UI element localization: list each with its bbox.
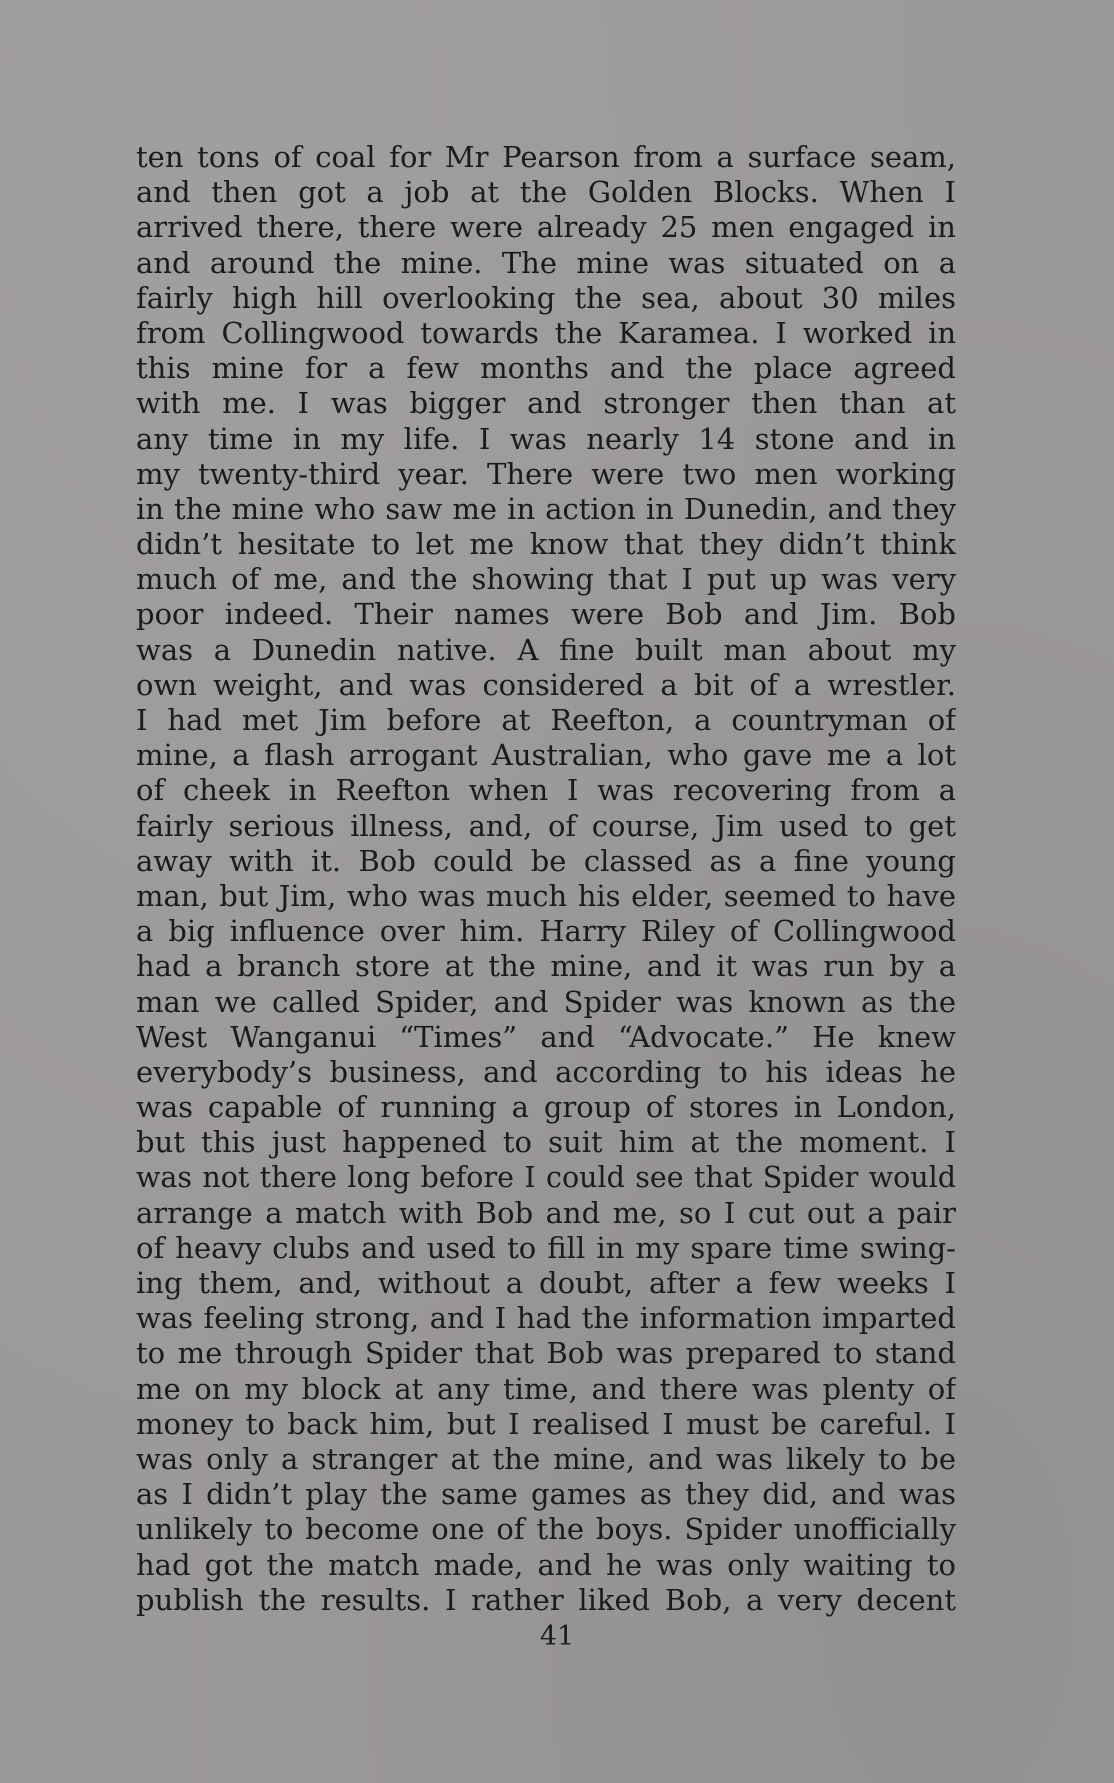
text-line: and around the mine. The mine was situated on a [136,245,956,280]
text-line: this mine for a few months and the place agreed [136,351,956,386]
text-line: but this just happened to suit him at the moment. I [136,1125,956,1160]
text-line: was a Dunedin native. A fine built man about my [136,632,956,667]
text-line: everybody’s business, and according to his ideas he [136,1054,956,1089]
page-number: 41 [539,1621,575,1652]
text-line: mine, a flash arrogant Australian, who gave me a lot [136,738,956,773]
text-line: unlikely to become one of the boys. Spider unofficially [136,1512,956,1547]
text-line: West Wanganui “Times” and “Advocate.” He knew [136,1019,956,1054]
text-line: money to back him, but I realised I must be careful. I [136,1406,956,1441]
text-line: didn’t hesitate to let me know that they didn’t think [136,527,956,562]
text-line: from Collingwood towards the Karamea. I worked in [136,315,956,350]
text-line: my twenty-third year. There were two men working [136,456,956,491]
text-line: poor indeed. Their names were Bob and Jim. Bob [136,597,956,632]
text-line: was feeling strong, and I had the information imparted [136,1301,956,1336]
text-line: was not there long before I could see that Spider would [136,1161,956,1195]
text-line: had got the match made, and he was only waiting to [136,1547,956,1582]
text-line: a big influence over him. Harry Riley of Collingwood [136,914,956,949]
text-line: fairly serious illness, and, of course, Jim used to get [136,808,956,843]
text-line: had a branch store at the mine, and it was run by a [136,949,956,984]
text-line: own weight, and was considered a bit of a wrestler. [136,667,956,702]
text-line: to me through Spider that Bob was prepared to stand [136,1336,956,1371]
text-line: man, but Jim, who was much his elder, seemed to have [136,878,956,913]
text-line: arrived there, there were already 25 men engaged in [136,210,956,245]
text-line: of heavy clubs and used to fill in my spare time swing- [136,1230,956,1265]
text-line: ten tons of coal for Mr Pearson from a surface seam, [136,140,956,174]
text-line: away with it. Bob could be classed as a fine young [136,843,956,878]
body-text [136,140,956,1618]
text-line: in the mine who saw me in action in Dunedin, and they [136,491,956,526]
text-line: with me. I was bigger and stronger then than at [136,386,956,421]
text-line: fairly high hill overlooking the sea, about 30 miles [136,280,956,315]
text-line: I had met Jim before at Reefton, a countryman of [136,703,956,737]
text-line: publish the results. I rather liked Bob, a very decent [136,1582,956,1617]
text-line: and then got a job at the Golden Blocks. When I [136,175,956,210]
text-line: was capable of running a group of stores in London, [136,1090,956,1125]
text-line: me on my block at any time, and there was plenty of [136,1371,956,1406]
text-line: was only a stranger at the mine, and was likely to be [136,1441,956,1476]
text-line: arrange a match with Bob and me, so I cut out a pair [136,1195,956,1230]
text-line: any time in my life. I was nearly 14 stone and in [136,421,956,456]
text-line: much of me, and the showing that I put up was very [136,562,956,597]
text-line: ing them, and, without a doubt, after a few weeks I [136,1266,956,1300]
text-line: man we called Spider, and Spider was known as the [136,984,956,1019]
text-line: as I didn’t play the same games as they did, and was [136,1477,956,1512]
text-line: of cheek in Reefton when I was recovering from a [136,773,956,808]
